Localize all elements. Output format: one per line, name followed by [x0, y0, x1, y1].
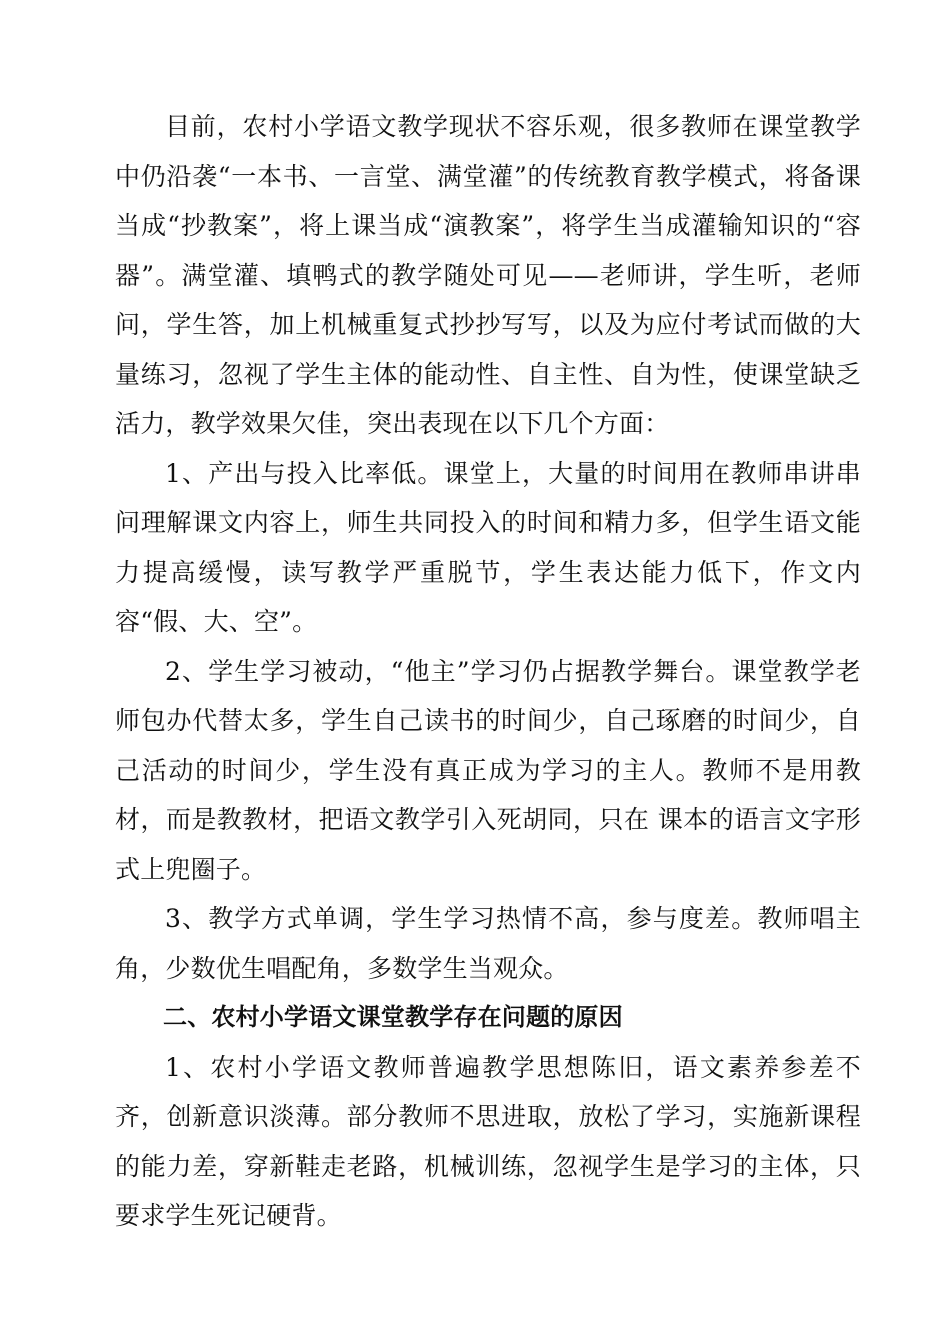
paragraph-cause-1-teachers: 1、农村小学语文教师普遍教学思想陈旧，语文素养参差不齐，创新意识淡薄。部分教师不思进取，放松了学习，实施新课程的能力差，穿新鞋走老路，机械训练，忽视学生是学习的主体，只要求学生死记硬背。	[115, 1052, 861, 1230]
document-body	[115, 102, 861, 1241]
paragraph-current-situation: 目前，农村小学语文教学现状不容乐观，很多教师在课堂教学中仍沿袭“一本书、一言堂、满堂灌”的传统教育教学模式，将备课当成“抄教案”，将上课当成“演教案”，将学生当成灌输知识的“容器”。满堂灌、填鸭式的教学随处可见——老师讲，学生听，老师问，学生答，加上机械重复式抄抄写写，以及为应付考试而做的大量练习，忽视了学生主体的能动性、自主性、自为性，使课堂缺乏活力，教学效果欠佳，突出表现在以下几个方面：	[115, 112, 861, 438]
paragraph-point-1-low-ratio: 1、产出与投入比率低。课堂上，大量的时间用在教师串讲串问理解课文内容上，师生共同投入的时间和精力多，但学生语文能力提高缓慢，读写教学严重脱节，学生表达能力低下，作文内容“假、大、空”。	[115, 458, 861, 636]
paragraph-point-2-passive-learning: 2、学生学习被动，“他主”学习仍占据教学舞台。课堂教学老师包办代替太多，学生自己读书的时间少，自己琢磨的时间少，自己活动的时间少，学生没有真正成为学习的主人。教师不是用教材，而是教教材，把语文教学引入死胡同，只在 课本的语言文字形式上兜圈子。	[115, 656, 861, 884]
section-heading-causes: 二、农村小学语文课堂教学存在问题的原因	[163, 1003, 623, 1031]
paragraph-point-3-monotonous-method: 3、教学方式单调，学生学习热情不高，参与度差。教师唱主角，少数优生唱配角，多数学生当观众。	[115, 904, 861, 983]
